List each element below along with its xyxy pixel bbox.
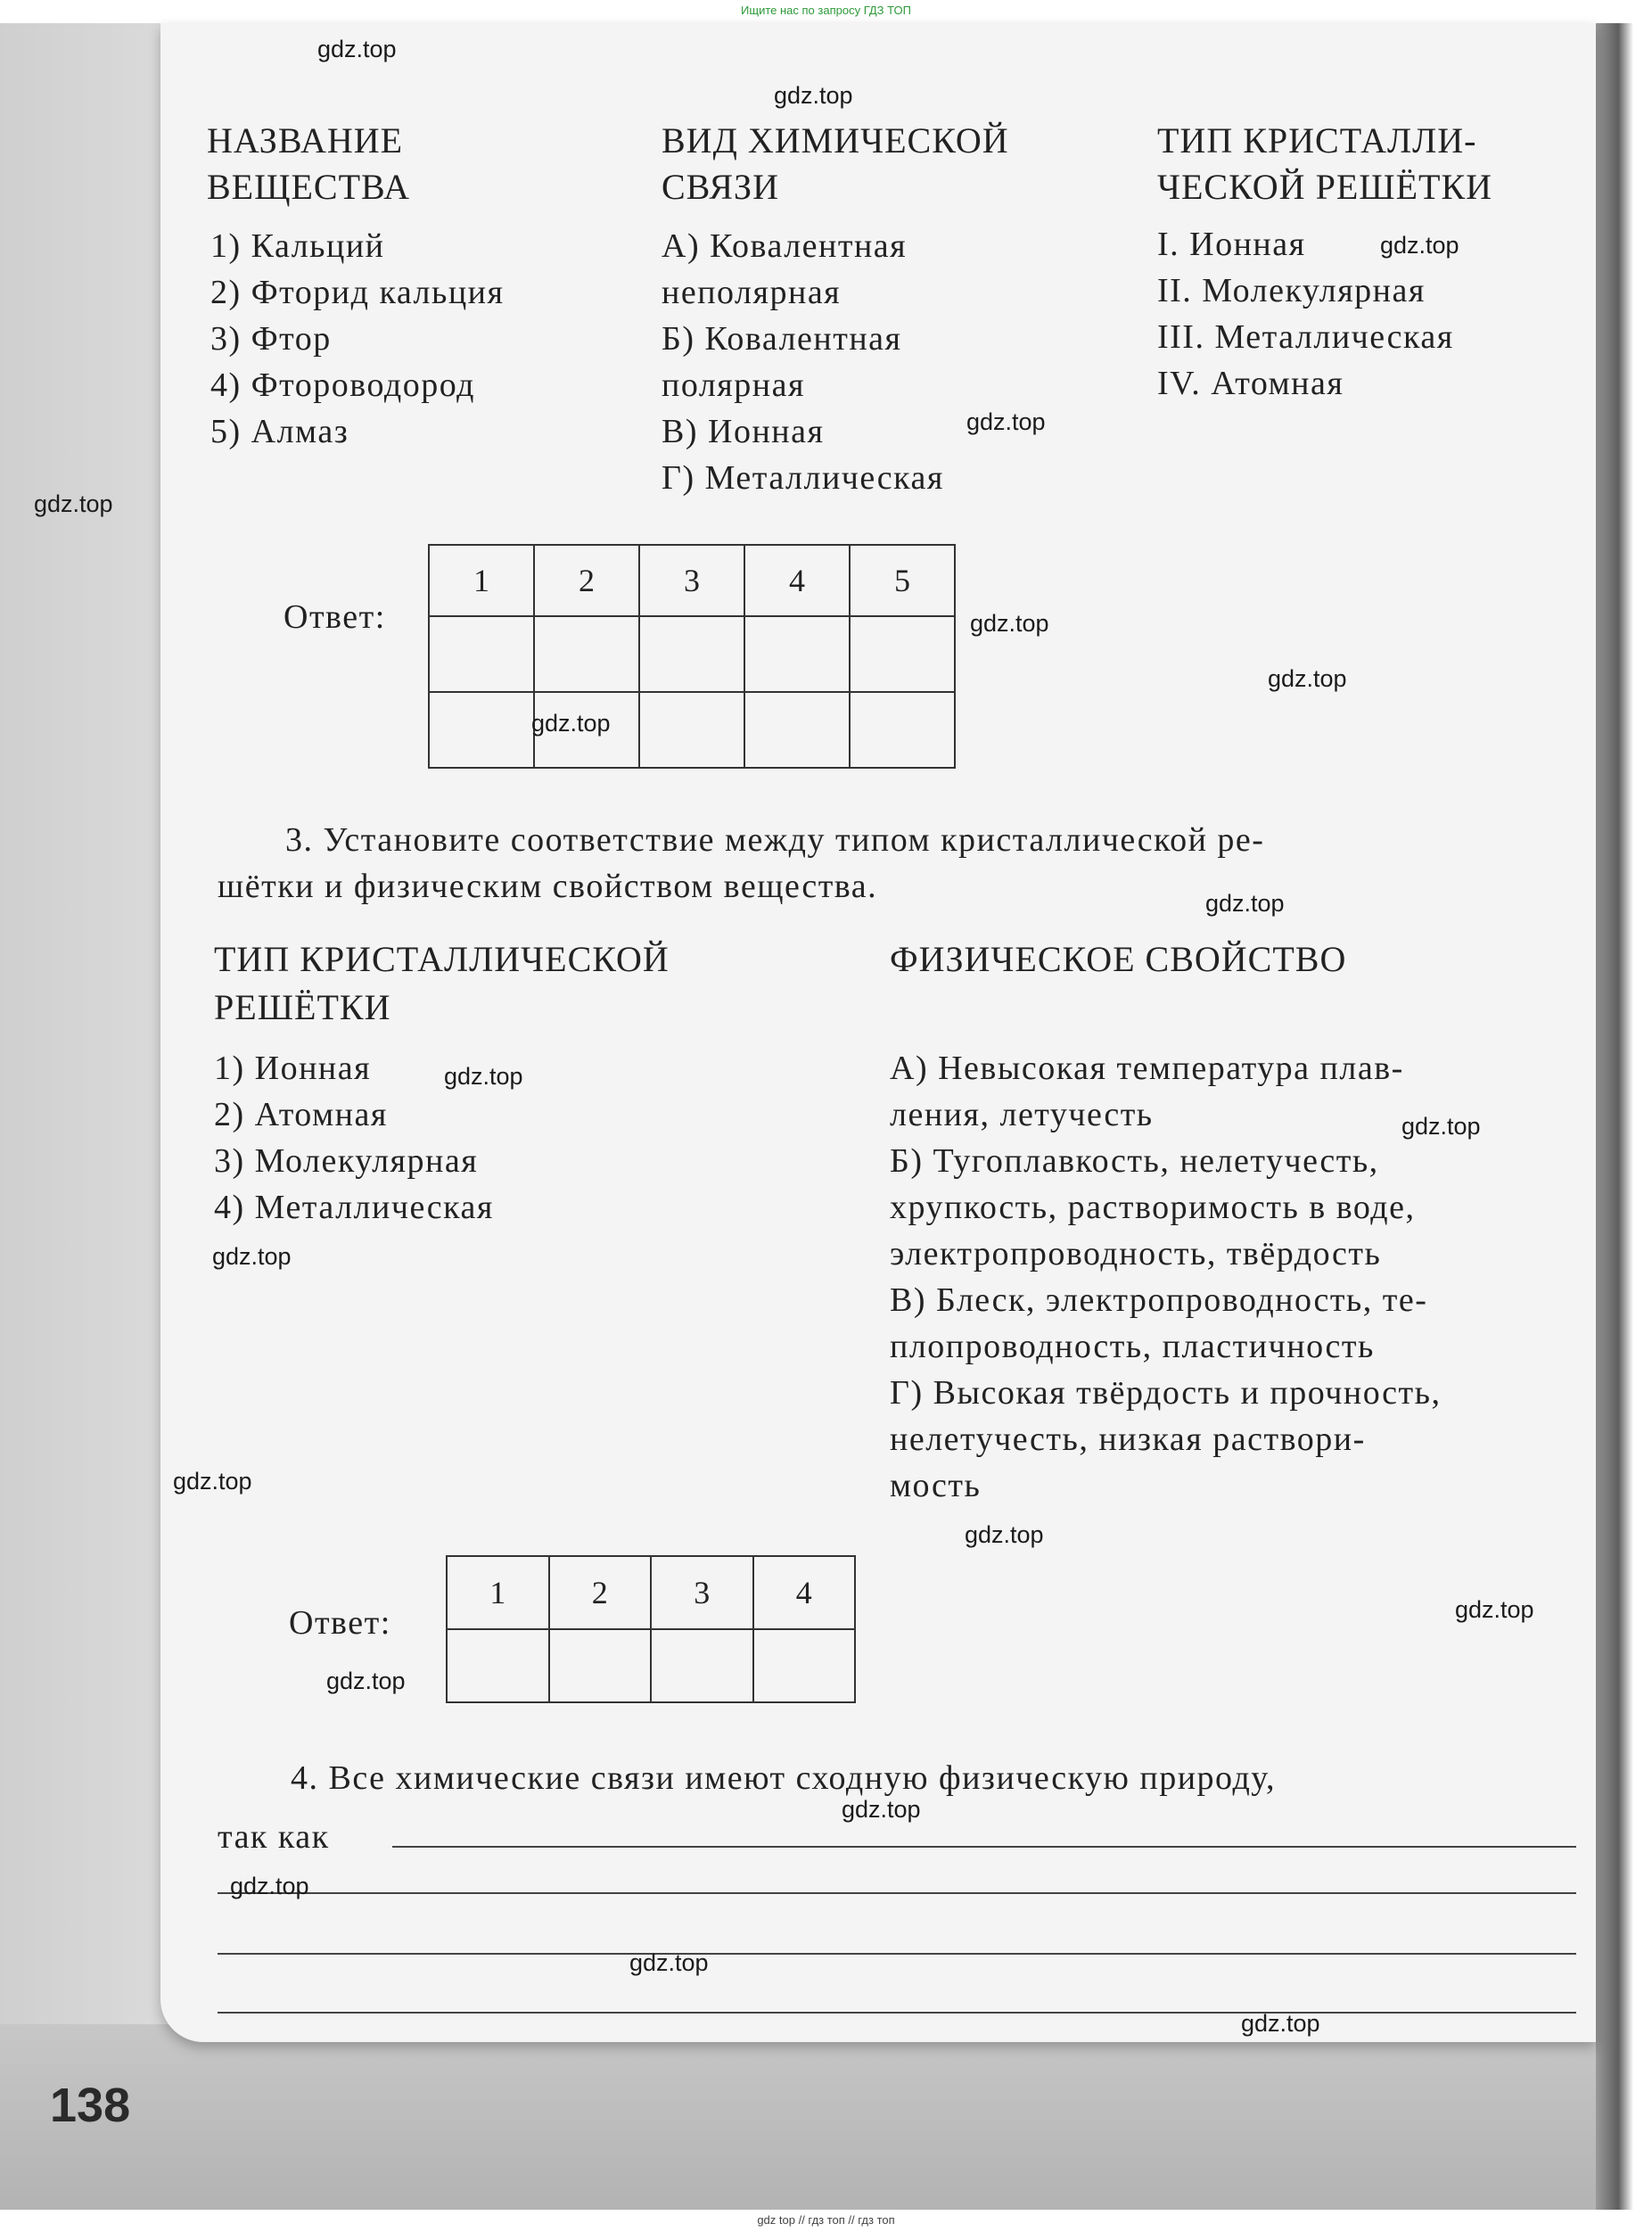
col1-heading-2: ВЕЩЕСТВА <box>207 167 411 207</box>
col3-heading-1: ТИП КРИСТАЛЛИ- <box>1157 120 1477 161</box>
task3-left-heading-2: РЕШЁТКИ <box>214 987 391 1027</box>
answer-col-4: 4 <box>744 545 850 616</box>
bond-a-2: неполярная <box>662 274 842 311</box>
lattice-type-3: 3) Молекулярная <box>214 1142 479 1180</box>
answer-cell[interactable] <box>744 616 850 692</box>
answer-line-1[interactable] <box>392 1846 1576 1848</box>
answer-cell[interactable] <box>534 616 639 692</box>
task4-line1: 4. Все химические связи имеют сходную физическую природу, <box>291 1759 1276 1797</box>
property-line-2: ления, летучесть <box>890 1096 1154 1133</box>
lattice-2: II. Молекулярная <box>1157 272 1426 309</box>
answer-col-3: 3 <box>639 545 744 616</box>
watermark: gdz.top <box>1401 1113 1481 1140</box>
answer-line-3[interactable] <box>218 1953 1576 1955</box>
watermark: gdz.top <box>1268 665 1347 692</box>
substance-5: 5) Алмаз <box>210 413 349 450</box>
bond-a-1: А) Ковалентная <box>662 227 908 265</box>
property-line-5: электропроводность, твёрдость <box>890 1235 1382 1272</box>
watermark: gdz.top <box>1241 2010 1320 2037</box>
task3-intro-line1: 3. Установите соответствие между типом кристаллической ре- <box>285 821 1265 859</box>
watermark: gdz.top <box>34 490 113 517</box>
watermark: gdz.top <box>965 1521 1044 1548</box>
answer-line-2[interactable] <box>218 1892 1576 1894</box>
task3-right-heading: ФИЗИЧЕСКОЕ СВОЙСТВО <box>890 939 1347 979</box>
task3-left-heading-1: ТИП КРИСТАЛЛИЧЕСКОЙ <box>214 939 670 979</box>
top-note: Ищите нас по запросу ГДЗ ТОП <box>741 4 911 17</box>
property-line-7: плопроводность, пластичность <box>890 1328 1375 1365</box>
property-line-8: Г) Высокая твёрдость и прочность, <box>890 1374 1442 1412</box>
substance-1: 1) Кальций <box>210 227 385 265</box>
answer-cell[interactable] <box>850 616 955 692</box>
watermark: gdz.top <box>970 610 1049 637</box>
answer-col-1: 1 <box>429 545 534 616</box>
watermark: gdz.top <box>966 408 1046 435</box>
watermark: gdz.top <box>326 1668 406 1694</box>
lattice-1: I. Ионная <box>1157 226 1306 263</box>
watermark: gdz.top <box>173 1468 252 1495</box>
property-line-1: А) Невысокая температура плав- <box>890 1050 1404 1087</box>
substance-4: 4) Фтороводород <box>210 367 475 404</box>
page-bottom-shade <box>0 2024 1631 2210</box>
answer-cell[interactable] <box>651 1629 753 1702</box>
answer-col-3: 3 <box>651 1556 753 1629</box>
answer-header-row <box>447 1556 855 1629</box>
lattice-type-1: 1) Ионная <box>214 1050 372 1087</box>
answer-col-4: 4 <box>753 1556 856 1629</box>
col3-heading-2: ЧЕСКОЙ РЕШЁТКИ <box>1157 167 1493 207</box>
answer-header-row <box>429 545 955 616</box>
bond-v: В) Ионная <box>662 413 825 450</box>
property-line-10: мость <box>890 1467 982 1504</box>
lattice-4: IV. Атомная <box>1157 365 1344 402</box>
answer-table-task3 <box>446 1555 856 1703</box>
answer-cell[interactable] <box>447 1629 549 1702</box>
bond-b-2: полярная <box>662 367 805 404</box>
answer-label-task3: Ответ: <box>289 1604 391 1642</box>
task4-line2: так как <box>218 1818 330 1856</box>
property-line-4: хрупкость, растворимость в воде, <box>890 1189 1416 1226</box>
lattice-type-2: 2) Атомная <box>214 1096 388 1133</box>
answer-cell[interactable] <box>549 1629 652 1702</box>
answer-cell[interactable] <box>429 692 534 768</box>
substance-2: 2) Фторид кальция <box>210 274 505 311</box>
page-number: 138 <box>50 2079 131 2132</box>
bond-b-1: Б) Ковалентная <box>662 320 902 358</box>
answer-cell[interactable] <box>744 692 850 768</box>
answer-cell[interactable] <box>850 692 955 768</box>
lattice-type-4: 4) Металлическая <box>214 1189 494 1226</box>
answer-col-2: 2 <box>534 545 639 616</box>
watermark: gdz.top <box>1380 232 1459 259</box>
answer-row-lattice <box>429 692 955 768</box>
watermark: gdz.top <box>531 710 611 737</box>
bond-g: Г) Металлическая <box>662 459 944 497</box>
lattice-3: III. Металлическая <box>1157 318 1454 356</box>
col1-heading-1: НАЗВАНИЕ <box>207 120 404 161</box>
watermark: gdz.top <box>317 36 397 62</box>
property-line-6: В) Блеск, электропроводность, те- <box>890 1281 1428 1319</box>
bottom-note: gdz top // гдз топ // гдз топ <box>757 2213 895 2227</box>
watermark: gdz.top <box>629 1949 709 1976</box>
watermark: gdz.top <box>212 1243 292 1270</box>
answer-row <box>447 1629 855 1702</box>
watermark: gdz.top <box>1205 890 1285 917</box>
answer-col-1: 1 <box>447 1556 549 1629</box>
property-line-3: Б) Тугоплавкость, нелетучесть, <box>890 1142 1379 1180</box>
answer-cell[interactable] <box>429 616 534 692</box>
substance-3: 3) Фтор <box>210 320 332 358</box>
watermark: gdz.top <box>842 1796 921 1823</box>
answer-col-5: 5 <box>850 545 955 616</box>
answer-cell[interactable] <box>753 1629 856 1702</box>
page-edge-shadow <box>1596 23 1633 2210</box>
answer-cell[interactable] <box>639 616 744 692</box>
answer-line-4[interactable] <box>218 2012 1576 2014</box>
answer-table-task2 <box>428 544 956 769</box>
watermark: gdz.top <box>1455 1596 1534 1623</box>
col2-heading-1: ВИД ХИМИЧЕСКОЙ <box>662 120 1009 161</box>
col2-heading-2: СВЯЗИ <box>662 167 779 207</box>
watermark: gdz.top <box>774 82 853 109</box>
property-line-9: нелетучесть, низкая раствори- <box>890 1421 1366 1458</box>
task3-intro-line2: шётки и физическим свойством вещества. <box>218 868 878 905</box>
watermark: gdz.top <box>230 1873 309 1899</box>
answer-cell[interactable] <box>639 692 744 768</box>
watermark: gdz.top <box>444 1063 523 1090</box>
answer-label-task2: Ответ: <box>284 598 386 636</box>
answer-row-bond <box>429 616 955 692</box>
answer-col-2: 2 <box>549 1556 652 1629</box>
